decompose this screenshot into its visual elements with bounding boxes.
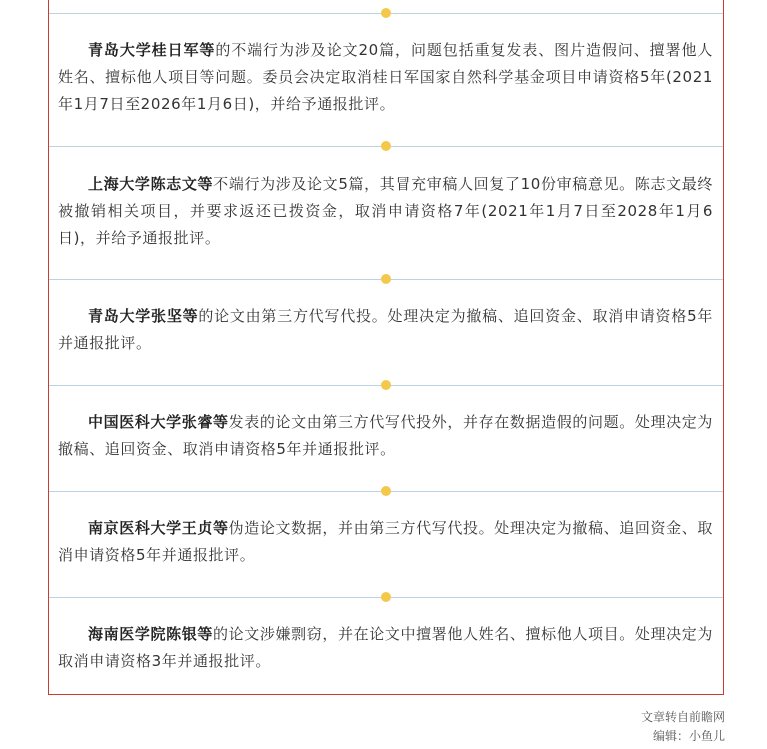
divider-dot-icon — [381, 141, 391, 151]
editor-credit: 编辑：小鱼儿 — [652, 729, 725, 743]
entry-text: 的论文涉嫌剽窃，并在论文中擅署他人姓名、擅标他人项目。处理决定为取消申请资格3年并通报批评。 — [58, 625, 714, 670]
entry-subject: 青岛大学桂日军等 — [88, 41, 216, 59]
entry-text: 的论文由第三方代写代投。处理决定为撤稿、追回资金、取消申请资格5年并通报批评。 — [58, 307, 713, 352]
entry-subject: 青岛大学张坚等 — [88, 307, 199, 325]
divider-dot-icon — [381, 274, 391, 284]
section-divider — [49, 146, 723, 147]
section-divider — [49, 491, 723, 492]
section-divider — [49, 13, 723, 14]
entry-text: 不端行为涉及论文5篇，其冒充审稿人回复了10份审稿意见。陈志文最终被撤销相关项目，并要求返还已拨资金，取消申请资格7年(2021年1月7日至2028年1月6日)，并给予通报批评。 — [58, 175, 713, 247]
entry-paragraph — [58, 409, 713, 463]
entry-paragraph — [58, 303, 713, 357]
entry-paragraph — [58, 37, 713, 118]
divider-dot-icon — [381, 8, 391, 18]
divider-dot-icon — [381, 486, 391, 496]
entry-paragraph — [58, 515, 713, 569]
entry-text: 发表的论文由第三方代写代投外，并存在数据造假的问题。处理决定为撤稿、追回资金、取消申请资格5年并通报批评。 — [58, 413, 714, 458]
entry-subject: 南京医科大学王贞等 — [88, 519, 229, 537]
entry-text: 伪造论文数据，并由第三方代写代投。处理决定为撤稿、追回资金、取消申请资格5年并通报批评。 — [58, 519, 714, 564]
content-frame — [48, 0, 724, 695]
section-divider — [49, 385, 723, 386]
entry-subject: 中国医科大学张睿等 — [88, 413, 229, 431]
entry-paragraph — [58, 171, 713, 252]
divider-dot-icon — [381, 592, 391, 602]
entry-subject: 上海大学陈志文等 — [88, 175, 214, 193]
divider-dot-icon — [381, 380, 391, 390]
entry-subject: 海南医学院陈银等 — [88, 625, 214, 643]
entry-text: 的不端行为涉及论文20篇，问题包括重复发表、图片造假问、擅署他人姓名、擅标他人项目等问题。委员会决定取消桂日军国家自然科学基金项目申请资格5年(2021年1月7日至2026年1月6日)，并给予通报批评。 — [58, 41, 713, 113]
section-divider — [49, 597, 723, 598]
section-divider — [49, 279, 723, 280]
entry-paragraph — [58, 621, 713, 675]
source-credit: 文章转自前瞻网 — [640, 710, 725, 724]
